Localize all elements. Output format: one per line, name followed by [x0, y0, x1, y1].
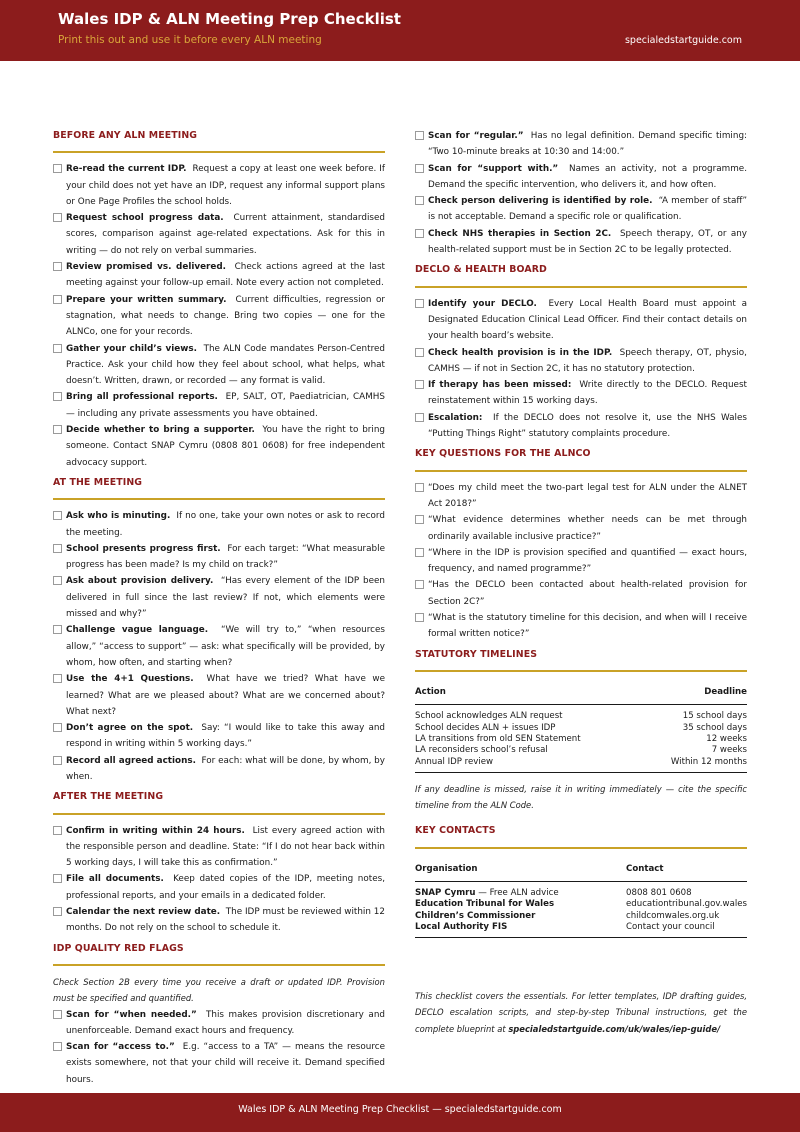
checklist-item — [53, 389, 385, 422]
checklist-item-heading: Re-read the current IDP. — [66, 164, 187, 175]
contacts-col-org: Organisation — [415, 857, 626, 882]
checklist-item — [53, 1039, 385, 1088]
checklist-item — [415, 226, 747, 259]
page-footer — [0, 1093, 800, 1132]
contact-value[interactable]: 0808 801 0608 — [626, 887, 692, 898]
checklist-item — [53, 573, 385, 622]
checkbox[interactable] — [53, 625, 62, 634]
checklist-item-text: Identify your DECLO. Every Local Health Board must appoint a Designated Education Clinical Lead Officer. Find their contact details on your health board’s website. — [428, 298, 747, 342]
section-title-during: AT THE MEETING — [53, 476, 143, 488]
timelines-body — [415, 705, 747, 773]
checklist-item — [415, 161, 747, 194]
checkbox[interactable] — [53, 544, 62, 553]
contact-value[interactable]: Contact your council — [626, 922, 715, 933]
checklist-item-text: Decide whether to bring a supporter. You have the right to bring someone. Contact SNAP Cymru (0808 801 0608) for free independent advocacy support. — [66, 425, 385, 468]
checklist-item-heading: Check NHS therapies in Section 2C. — [428, 228, 612, 239]
section-divider — [415, 847, 747, 849]
section-title-contacts: KEY CONTACTS — [415, 825, 496, 837]
checkbox[interactable] — [415, 548, 424, 557]
checklist-item — [53, 508, 385, 541]
checklist-item — [415, 377, 747, 410]
checklist-item-text: Confirm in writing within 24 hours. List every agreed action with the responsible person and deadline. State: “If I do not hear back within 5 working days, I will take this as confirmation.” — [66, 825, 385, 869]
checkbox[interactable] — [415, 299, 424, 308]
checklist-item-heading: Calendar the next review date. — [66, 907, 221, 918]
closing-text: This checklist covers the essentials. For letter templates, IDP drafting guides, DECLO escalation scripts, and step-by-step Tribunal instructions, get the complete blueprint at — [415, 991, 747, 1034]
checklist-item-heading: Bring all professional reports. — [66, 392, 218, 403]
checklist-item-text: Scan for “access to.” E.g. “access to a TA” — means the resource exists somewhere, not that your child will receive it. Demand specified hours. — [66, 1042, 385, 1085]
checkbox[interactable] — [415, 580, 424, 589]
checklist-item-text: Review promised vs. delivered. Check actions agreed at the last meeting against your follow-up email. Note every action not completed. — [66, 262, 385, 289]
checklist-item-heading: Identify your DECLO. — [428, 298, 537, 309]
contact-value[interactable]: educationtribunal.gov.wales — [626, 899, 747, 910]
checklist-before — [53, 161, 385, 471]
checklist-item-text: Use the 4+1 Questions. What have we tried? What have we learned? What are we pleased about? What are we concerned about? What next? — [66, 674, 385, 717]
checklist-item-heading: Don’t agree on the spot. — [66, 723, 194, 734]
table-end-rule — [415, 934, 747, 938]
checkbox[interactable] — [53, 262, 62, 271]
checkbox[interactable] — [53, 425, 62, 434]
checklist-item — [415, 610, 747, 643]
checkbox[interactable] — [53, 874, 62, 883]
right-column — [415, 128, 747, 1037]
checklist-declo — [415, 296, 747, 443]
checklist-item — [53, 541, 385, 574]
checklist-item-heading: Decide whether to bring a supporter. — [66, 425, 255, 436]
checklist-item-heading: Use the 4+1 Questions. — [66, 674, 194, 685]
page-title: Wales IDP & ALN Meeting Prep Checklist — [58, 10, 401, 28]
contact-org: Children’s Commissioner — [415, 910, 536, 921]
timeline-row — [415, 705, 747, 723]
checklist-item-text: Gather your child’s views. The ALN Code mandates Person-Centred Practice. Ask your child how they feel about school, what helps, what doesn’t. Written, drawn, or recorded — any format is valid. — [66, 343, 385, 387]
timeline-row — [415, 745, 747, 756]
checklist-item-heading: Check health provision is in the IDP. — [428, 347, 613, 358]
checklist-item-text: Ask who is minuting. If no one, take your own notes or ask to record the meeting. — [66, 511, 385, 538]
checkbox[interactable] — [53, 1042, 62, 1051]
contacts-col-contact: Contact — [626, 857, 747, 882]
checklist-item-text: Ask about provision delivery. “Has every element of the IDP been delivered in full since the last review? If not, which elements were missed and why?” — [66, 576, 385, 620]
checklist-item-text: Check person delivering is identified by role. “A member of staff” is not acceptable. Demand a specific role or qualification. — [428, 196, 748, 223]
checklist-item — [415, 345, 747, 378]
timeline-action: LA reconsiders school’s refusal — [415, 745, 548, 756]
contact-row — [415, 899, 747, 910]
section-divider — [53, 964, 385, 966]
checklist-item-text: “Has the DECLO been contacted about health-related provision for Section 2C?” — [428, 580, 747, 607]
checklist-item-heading: Check person delivering is identified by role. — [428, 196, 653, 207]
redflags-note: Check Section 2B every time you receive a draft or updated IDP. Provision must be specified and quantified. — [53, 976, 385, 1004]
contact-org: SNAP Cymru — Free ALN advice — [415, 887, 559, 898]
timeline-action: Annual IDP review — [415, 756, 494, 767]
checklist-item-heading: Scan for “when needed.” — [66, 1009, 197, 1020]
section-divider — [53, 498, 385, 500]
checklist-item — [415, 128, 747, 161]
checklist-item — [53, 720, 385, 753]
checklist-item — [415, 512, 747, 545]
checklist-item — [53, 1007, 385, 1040]
checkbox[interactable] — [53, 295, 62, 304]
checklist-item-text: Escalation: If the DECLO does not resolve it, use the NHS Wales “Putting Things Right” statutory complaints procedure. — [428, 412, 747, 440]
checklist-item-text: “What evidence determines whether needs can be met through ordinarily available inclusive practice?” — [428, 515, 747, 542]
checkbox[interactable] — [415, 164, 424, 173]
checklist-item-heading: School presents progress first. — [66, 543, 221, 554]
closing-link[interactable]: specialedstartguide.com/uk/wales/iep-guide/ — [508, 1023, 721, 1034]
page-subtitle: Print this out and use it before every ALN meeting — [58, 34, 322, 46]
checklist-item-text: Check health provision is in the IDP. Speech therapy, OT, physio, CAMHS — if not in Section 2C, it has no statutory protection. — [428, 347, 747, 374]
checklist-item-heading: Ask who is minuting. — [66, 511, 171, 522]
checklist-item — [53, 753, 385, 786]
timelines-col-deadline: Deadline — [642, 680, 747, 705]
checklist-redflags-left — [53, 1007, 385, 1088]
checklist-item-text: Calendar the next review date. The IDP must be reviewed within 12 months. Do not rely on the school to schedule it. — [66, 907, 385, 934]
checklist-item — [53, 671, 385, 720]
checkbox[interactable] — [415, 483, 424, 492]
checkbox[interactable] — [53, 723, 62, 732]
checklist-item-text: Don’t agree on the spot. Say: “I would like to take this away and respond in writing within 5 working days.” — [66, 723, 386, 750]
timelines-col-action: Action — [415, 680, 642, 705]
checkbox[interactable] — [415, 515, 424, 524]
checklist-item-text: “What is the statutory timeline for this decision, and when will I receive formal written notice?” — [428, 613, 747, 640]
checklist-item — [415, 296, 747, 345]
checkbox[interactable] — [53, 674, 62, 683]
site-url: specialedstartguide.com — [624, 35, 742, 46]
checkbox[interactable] — [53, 907, 62, 916]
timeline-action: School decides ALN + issues IDP — [415, 722, 556, 733]
checklist-after — [53, 823, 385, 937]
checklist-questions — [415, 480, 747, 643]
checklist-item-heading: Confirm in writing within 24 hours. — [66, 825, 245, 836]
checklist-item — [53, 422, 385, 471]
section-title-redflags: IDP QUALITY RED FLAGS — [53, 942, 184, 954]
checklist-item-text: Re-read the current IDP. Request a copy at least one week before. If your child does not yet have an IDP, request any informal support plans or One Page Profiles the school holds. — [66, 164, 386, 207]
contacts-body — [415, 881, 747, 937]
checklist-item — [53, 904, 385, 937]
checklist-item — [415, 545, 747, 578]
checklist-item-text: Scan for “support with.” Names an activity, not a programme. Demand the specific intervention, who delivers it, and how often. — [428, 163, 747, 190]
checkbox[interactable] — [415, 413, 424, 422]
left-column — [53, 128, 385, 1088]
checklist-item — [53, 622, 385, 671]
checkbox[interactable] — [53, 1010, 62, 1019]
checkbox[interactable] — [53, 392, 62, 401]
checklist-item-heading: File all documents. — [66, 874, 164, 885]
timelines-note: If any deadline is missed, raise it in writing immediately — cite the specific timeline from the ALN Code. — [415, 783, 747, 811]
timelines-table — [415, 680, 747, 773]
section-title-declo: DECLO & HEALTH BOARD — [415, 264, 547, 276]
section-divider — [53, 813, 385, 815]
checkbox[interactable] — [53, 164, 62, 173]
timeline-action: School acknowledges ALN request — [415, 711, 563, 722]
checklist-item-heading: Scan for “access to.” — [66, 1042, 175, 1053]
contact-value[interactable]: childcomwales.org.uk — [626, 910, 720, 921]
checkbox[interactable] — [415, 348, 424, 357]
contact-row — [415, 922, 747, 933]
checklist-item — [53, 161, 385, 210]
checklist-item — [415, 193, 747, 226]
checklist-item-text: Scan for “regular.” Has no legal definition. Demand specific timing: “Two 10-minute breaks at 10:30 and 14:00.” — [428, 131, 747, 158]
section-divider — [415, 286, 747, 288]
checkbox[interactable] — [415, 613, 424, 622]
timeline-deadline: 7 weeks — [711, 745, 747, 756]
timeline-row — [415, 734, 747, 745]
page-header — [0, 0, 800, 61]
checklist-item-heading: Scan for “support with.” — [428, 163, 559, 174]
checkbox[interactable] — [53, 213, 62, 222]
contact-org: Education Tribunal for Wales — [415, 899, 555, 910]
checkbox[interactable] — [53, 344, 62, 353]
checklist-item-heading: Prepare your written summary. — [66, 294, 227, 305]
checkbox[interactable] — [53, 576, 62, 585]
checklist-item-text: Check NHS therapies in Section 2C. Speech therapy, OT, or any health-related support must be in Section 2C to be legally protected. — [428, 228, 747, 256]
section-title-questions: KEY QUESTIONS FOR THE ALNCO — [415, 448, 591, 460]
checkbox[interactable] — [415, 229, 424, 238]
checklist-item-text: Prepare your written summary. Current difficulties, regression or stagnation, what needs to change. Bring two copies — one for the ALNCo, one for your records. — [66, 294, 385, 338]
timeline-deadline: 12 weeks — [706, 734, 747, 745]
checklist-item-heading: Record all agreed actions. — [66, 755, 196, 766]
checklist-item-heading: Challenge vague language. — [66, 625, 209, 636]
timeline-deadline: Within 12 months — [670, 756, 747, 767]
table-end-rule — [415, 768, 747, 772]
checklist-item — [53, 210, 385, 259]
checklist-item — [415, 410, 747, 443]
checklist-item-heading: If therapy has been missed: — [428, 380, 572, 391]
checklist-item — [415, 577, 747, 610]
checklist-item-heading: Scan for “regular.” — [428, 131, 524, 141]
checkbox[interactable] — [415, 196, 424, 205]
checklist-item — [53, 341, 385, 390]
section-divider — [53, 151, 385, 153]
checklist-item-heading: Review promised vs. delivered. — [66, 262, 226, 273]
checklist-item-text: Scan for “when needed.” This makes provision discretionary and unenforceable. Demand exact hours and frequency. — [66, 1009, 385, 1036]
checkbox[interactable] — [53, 826, 62, 835]
contacts-table — [415, 857, 747, 938]
footer-text: Wales IDP & ALN Meeting Prep Checklist — specialedstartguide.com — [238, 1104, 562, 1115]
section-title-before: BEFORE ANY ALN MEETING — [53, 130, 198, 141]
timeline-action: LA transitions from old SEN Statement — [415, 734, 581, 745]
checklist-item-text: “Where in the IDP is provision specified and quantified — exact hours, frequency, and named programme?” — [428, 547, 747, 575]
checklist-item-text: “Does my child meet the two-part legal test for ALN under the ALNET Act 2018?” — [428, 482, 747, 509]
timeline-deadline: 35 school days — [682, 722, 747, 733]
checklist-item-text: Challenge vague language. “We will try to,” “when resources allow,” “access to support” — ask: what specifically will be provided, by whom, how often, and starting when? — [66, 625, 385, 668]
checklist-item-text: School presents progress first. For each target: “What measurable progress has been made? Is my child on track?” — [66, 543, 385, 571]
checklist-item — [53, 823, 385, 872]
contact-row — [415, 911, 747, 922]
checklist-item-text: File all documents. Keep dated copies of the IDP, meeting notes, professional reports, and your emails in a dedicated folder. — [66, 874, 385, 901]
checklist-item-heading: Gather your child’s views. — [66, 343, 197, 354]
checklist-item-heading: Escalation: — [428, 412, 483, 423]
checklist-item-text: If therapy has been missed: Write directly to the DECLO. Request reinstatement within 15 working days. — [428, 380, 748, 407]
checkbox[interactable] — [53, 511, 62, 520]
checklist-item — [53, 259, 385, 292]
checklist-item — [53, 871, 385, 904]
checklist-item — [53, 292, 385, 341]
checkbox[interactable] — [415, 131, 424, 140]
section-divider — [415, 670, 747, 672]
checklist-item-heading: Request school progress data. — [66, 213, 224, 224]
checklist-item-text: Record all agreed actions. For each: what will be done, by whom, by when. — [66, 755, 385, 782]
checklist-during — [53, 508, 385, 785]
section-title-after: AFTER THE MEETING — [53, 791, 164, 803]
section-title-timelines: STATUTORY TIMELINES — [415, 648, 538, 660]
contact-org: Local Authority FIS — [415, 922, 508, 933]
checklist-item — [415, 480, 747, 513]
contact-row — [415, 881, 747, 899]
timeline-row — [415, 723, 747, 734]
section-divider — [415, 470, 747, 472]
checkbox[interactable] — [415, 380, 424, 389]
checklist-item-text: Bring all professional reports. EP, SALT, OT, Paediatrician, CAMHS — including any private assessments you have obtained. — [66, 392, 385, 419]
checklist-item-text: Request school progress data. Current attainment, standardised scores, comparison against age-related expectations. Ask for this in writing — do not rely on verbal summaries. — [66, 213, 385, 256]
checklist-redflags-right — [415, 128, 747, 258]
timeline-deadline: 15 school days — [682, 711, 747, 722]
checklist-item-heading: Ask about provision delivery. — [66, 576, 214, 587]
closing-note — [415, 988, 747, 1037]
checkbox[interactable] — [53, 756, 62, 765]
timeline-row — [415, 757, 747, 768]
